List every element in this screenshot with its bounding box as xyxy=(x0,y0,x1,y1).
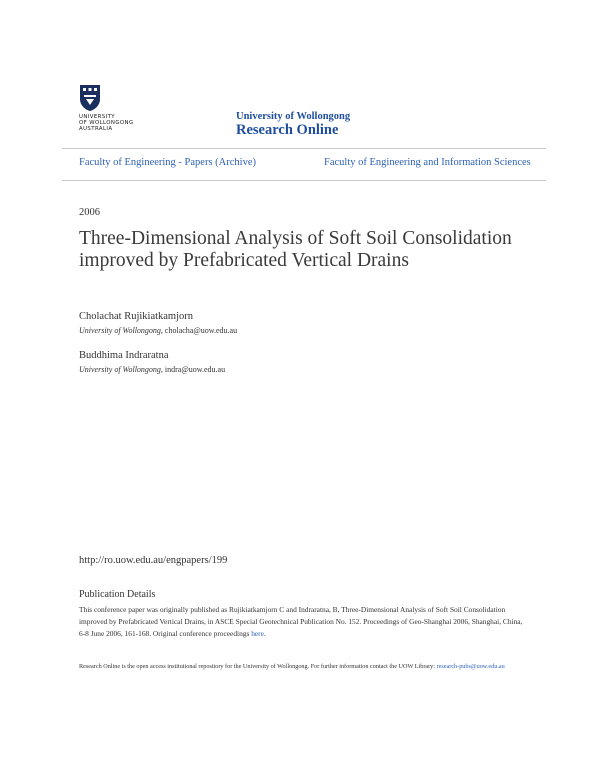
faculty-eis-link[interactable]: Faculty of Engineering and Information Sciences xyxy=(324,157,531,168)
author-name: Buddhima Indraratna xyxy=(79,350,169,361)
logo-line: UNIVERSITY xyxy=(79,114,116,120)
author-affiliation xyxy=(79,326,237,335)
publication-details-heading: Publication Details xyxy=(79,589,156,600)
paper-url[interactable]: http://ro.uow.edu.au/engpapers/199 xyxy=(79,555,228,566)
university-logo xyxy=(79,84,149,136)
publication-citation: This conference paper was originally published as Rujikiatkamjorn C and Indraratna, B, Three-Dimensional Analysis of Soft Soil Consolidation improved by Prefabricated Vertical Drains, in ASCE Special Geotechnical Publication No. 152. Proceedings of Geo-Shanghai 2006, Shanghai, China, 6-8 June 2006, 161-168. Original conference proceedings xyxy=(79,605,523,638)
logo-wordmark xyxy=(79,114,134,133)
divider-bottom xyxy=(62,180,546,181)
footer-text: Research Online is the open access institutional repository for the University of Wollongong. For further information contact the UOW Library: xyxy=(79,663,437,670)
publication-year: 2006 xyxy=(79,207,100,218)
publication-details-text xyxy=(79,604,525,640)
author-email: , cholacha@uow.edu.au xyxy=(160,326,238,335)
shield-icon xyxy=(79,84,101,112)
affiliation-name: University of Wollongong xyxy=(79,326,161,335)
repository-name[interactable]: Research Online xyxy=(236,122,339,138)
author-affiliation xyxy=(79,365,225,374)
logo-line: OF WOLLONGONG xyxy=(79,120,134,127)
author-email: , indra@uow.edu.au xyxy=(160,365,226,374)
affiliation-name: University of Wollongong xyxy=(79,365,161,374)
library-email-link[interactable]: research-pubs@uow.edu.au xyxy=(436,663,505,670)
faculty-archive-link[interactable]: Faculty of Engineering - Papers (Archive) xyxy=(79,157,256,168)
university-name[interactable]: University of Wollongong xyxy=(236,111,351,122)
logo-line: AUSTRALIA xyxy=(79,126,113,133)
author-name: Cholachat Rujikiatkamjorn xyxy=(79,311,194,322)
publication-end: . xyxy=(263,629,266,638)
repository-footer xyxy=(79,661,525,672)
divider-top xyxy=(62,148,546,149)
paper-title: Three-Dimensional Analysis of Soft Soil Consolidation improved by Prefabricated Vertical Drains xyxy=(79,228,512,271)
proceedings-link[interactable]: here xyxy=(251,629,264,638)
